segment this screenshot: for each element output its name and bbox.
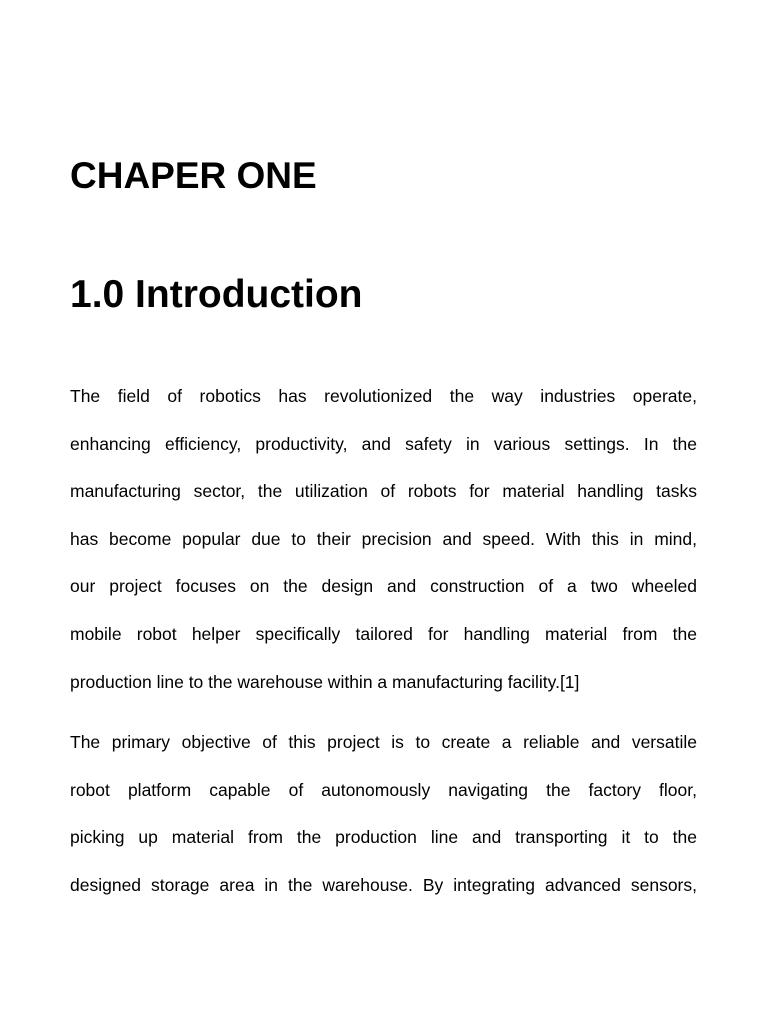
chapter-title: CHAPER ONE — [70, 155, 317, 196]
paragraph-line: robot platform capable of autonomously navigating the factory floor, — [70, 779, 697, 800]
paragraph-line: designed storage area in the warehouse. By integrating advanced sensors, — [70, 874, 697, 895]
paragraph-line: The primary objective of this project is to create a reliable and versatile — [70, 732, 697, 752]
paragraph-line: enhancing efficiency, productivity, and safety in various settings. In the — [70, 433, 697, 454]
section-heading: 1.0 Introduction — [70, 273, 363, 316]
paragraph-objective — [70, 719, 697, 909]
paragraph-line: production line to the warehouse within a manufacturing facility.[1] — [70, 671, 580, 692]
paragraph-line: The field of robotics has revolutionized the way industries operate, — [70, 386, 697, 406]
paragraph-line: picking up material from the production line and transporting it to the — [70, 827, 697, 848]
paragraph-line: our project focuses on the design and construction of a two wheeled — [70, 576, 697, 597]
paragraph-line: mobile robot helper specifically tailored for handling material from the — [70, 623, 697, 644]
paragraph-introduction — [70, 373, 697, 706]
paragraph-line: manufacturing sector, the utilization of robots for material handling tasks — [70, 481, 697, 502]
paragraph-line: has become popular due to their precision and speed. With this in mind, — [70, 528, 697, 549]
